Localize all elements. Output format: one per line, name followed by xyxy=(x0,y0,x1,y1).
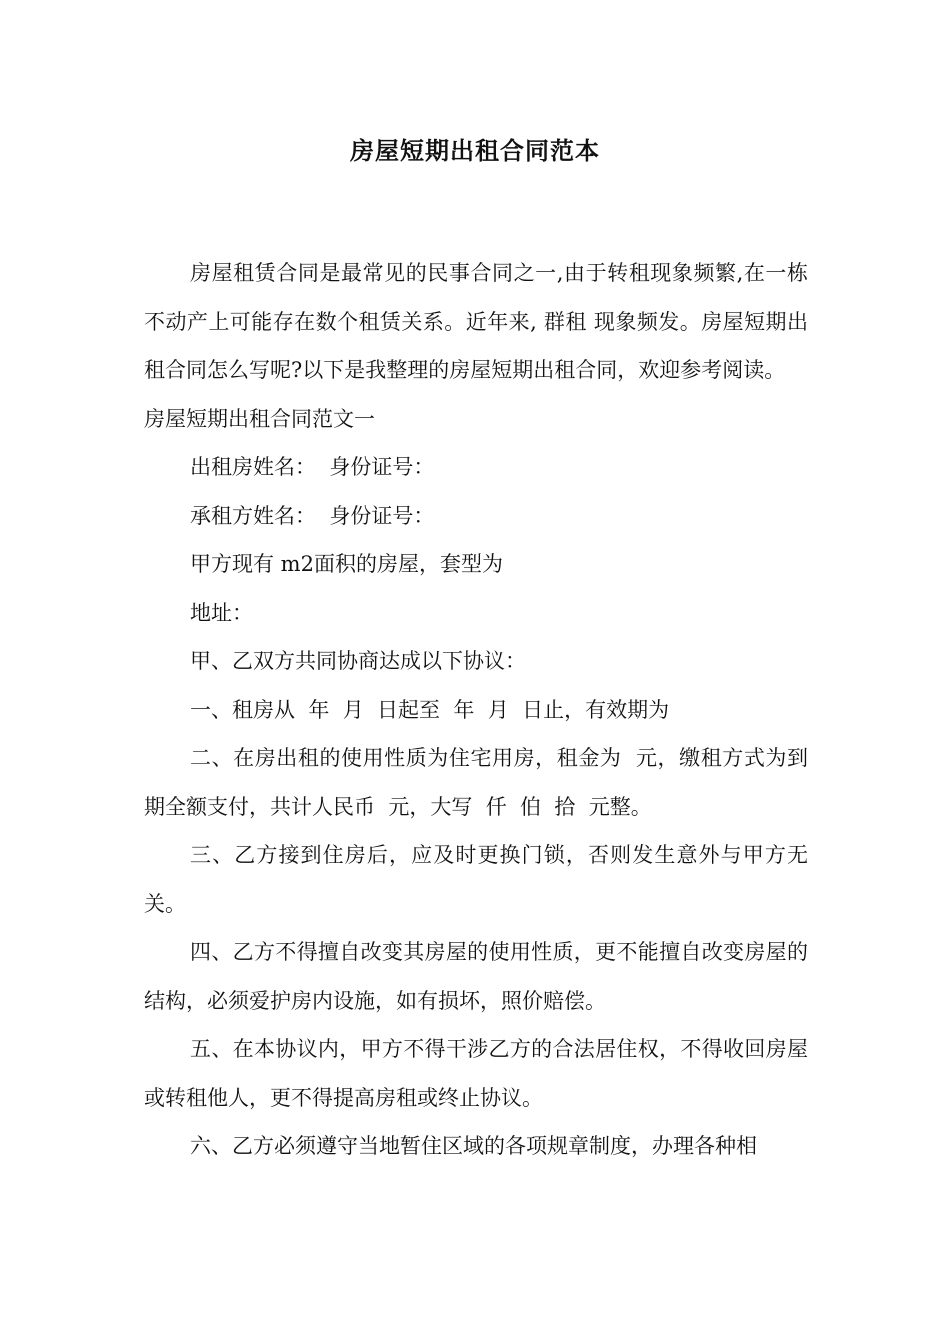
intro-paragraph: 房屋租赁合同是最常见的民事合同之一,由于转租现象频繁,在一栋不动产上可能存在数个租赁关系。近年来, 群租 现象频发。房屋短期出租合同怎么写呢?以下是我整理的房屋短期出租合同，欢迎参考阅读。 xyxy=(144,261,808,382)
paragraph-tenant: 承租方姓名： 身份证号： xyxy=(190,503,435,528)
paragraph-landlord: 出租房姓名： 身份证号： xyxy=(190,455,435,479)
section-heading: 房屋短期出租合同范文一 xyxy=(144,406,375,431)
clause-3: 三、乙方接到住房后，应及时更换门锁，否则发生意外与甲方无关。 xyxy=(144,843,808,916)
paragraph-area: 甲方现有 m2面积的房屋，套型为 xyxy=(190,552,503,576)
clause-1: 一、租房从 年 月 日起至 年 月 日止，有效期为 xyxy=(190,697,670,722)
document-title: 房屋短期出租合同范本 xyxy=(350,137,600,165)
document-body xyxy=(144,249,808,1171)
clause-6: 六、乙方必须遵守当地暂住区域的各项规章制度，办理各种相 xyxy=(190,1134,757,1158)
clause-5: 五、在本协议内，甲方不得干涉乙方的合法居住权，不得收回房屋或转租他人，更不得提高房租或终止协议。 xyxy=(144,1037,808,1110)
clause-2: 二、在房出租的使用性质为住宅用房，租金为 元，缴租方式为到期全额支付，共计人民币 元，大写 仟 伯 拾 元整。 xyxy=(144,746,808,819)
clause-4: 四、乙方不得擅自改变其房屋的使用性质，更不能擅自改变房屋的结构，必须爱护房内设施，如有损坏，照价赔偿。 xyxy=(144,940,808,1013)
paragraph-address: 地址： xyxy=(190,600,253,625)
paragraph-agreement: 甲、乙双方共同协商达成以下协议： xyxy=(190,649,526,673)
